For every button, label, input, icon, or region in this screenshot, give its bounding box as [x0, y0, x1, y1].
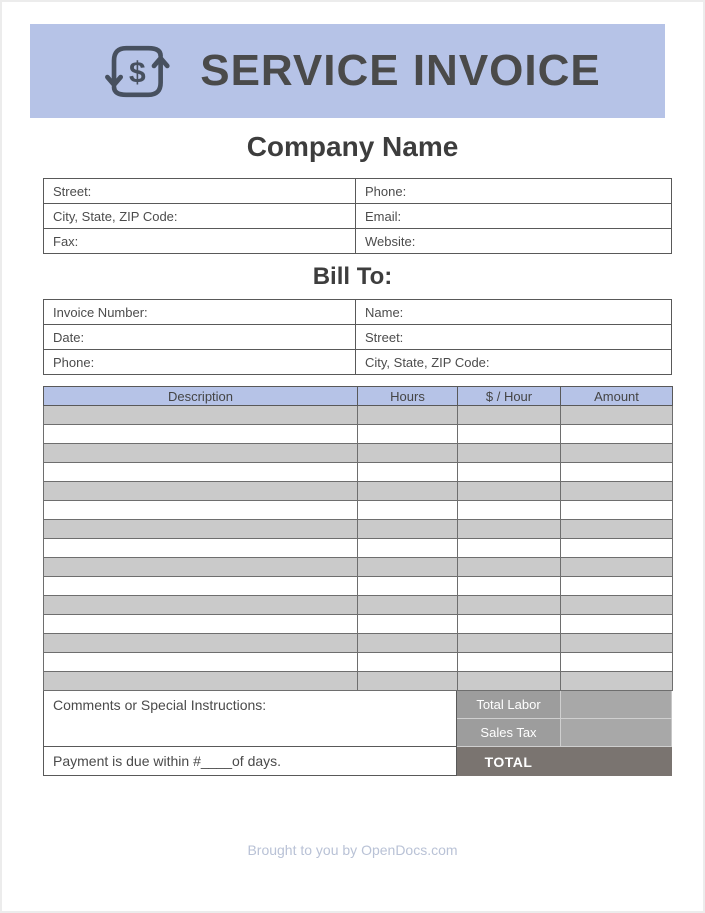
item-cell: [561, 444, 673, 463]
item-cell: [358, 463, 458, 482]
item-row: [44, 425, 673, 444]
item-cell: [561, 539, 673, 558]
item-row: [44, 596, 673, 615]
item-row: [44, 539, 673, 558]
item-cell: [358, 653, 458, 672]
field-bill-street: Street:: [356, 325, 672, 350]
item-row: [44, 577, 673, 596]
field-date: Date:: [44, 325, 356, 350]
footer-credit: Brought to you by OpenDocs.com: [247, 842, 458, 858]
item-cell: [44, 615, 358, 634]
field-fax: Fax:: [44, 229, 356, 254]
item-cell: [44, 539, 358, 558]
item-cell: [458, 634, 561, 653]
item-cell: [44, 463, 358, 482]
item-cell: [358, 672, 458, 691]
item-cell: [458, 425, 561, 444]
item-row: [44, 634, 673, 653]
item-cell: [44, 501, 358, 520]
total-labor-value-cell: [560, 691, 672, 718]
item-cell: [458, 444, 561, 463]
bill-to-row: [44, 325, 672, 350]
item-cell: [458, 482, 561, 501]
bill-to-row: [44, 350, 672, 375]
item-row: [44, 558, 673, 577]
bill-to-row: [44, 300, 672, 325]
items-header-row: [44, 387, 673, 406]
header-banner: [30, 24, 665, 118]
item-cell: [358, 558, 458, 577]
col-header-hours: Hours: [358, 387, 458, 406]
item-cell: [44, 634, 358, 653]
svg-text:$: $: [129, 56, 146, 90]
item-cell: [561, 672, 673, 691]
field-email: Email:: [356, 204, 672, 229]
invoice-title: SERVICE INVOICE: [200, 46, 601, 95]
item-cell: [561, 596, 673, 615]
item-cell: [358, 634, 458, 653]
summary-section: [43, 691, 672, 776]
item-cell: [358, 520, 458, 539]
item-cell: [358, 539, 458, 558]
bill-to-table: [43, 299, 672, 375]
total-labor-label: Total Labor: [457, 691, 560, 718]
item-cell: [44, 520, 358, 539]
field-invoice-number: Invoice Number:: [44, 300, 356, 325]
summary-right-column: [457, 691, 672, 776]
item-cell: [358, 596, 458, 615]
item-cell: [561, 425, 673, 444]
item-cell: [44, 444, 358, 463]
item-cell: [458, 558, 561, 577]
item-cell: [458, 577, 561, 596]
item-cell: [561, 577, 673, 596]
field-bill-city-state-zip: City, State, ZIP Code:: [356, 350, 672, 375]
item-cell: [458, 596, 561, 615]
item-row: [44, 482, 673, 501]
item-cell: [561, 501, 673, 520]
item-row: [44, 672, 673, 691]
item-cell: [44, 653, 358, 672]
total-row: [457, 747, 672, 776]
item-row: [44, 501, 673, 520]
field-name: Name:: [356, 300, 672, 325]
item-row: [44, 653, 673, 672]
item-row: [44, 406, 673, 425]
item-cell: [561, 615, 673, 634]
items-table-body: [44, 406, 673, 691]
item-cell: [358, 406, 458, 425]
field-bill-phone: Phone:: [44, 350, 356, 375]
item-cell: [561, 482, 673, 501]
item-cell: [44, 558, 358, 577]
bill-to-heading: Bill To:: [312, 263, 393, 290]
item-cell: [44, 672, 358, 691]
sales-tax-value-cell: [560, 719, 672, 746]
sales-tax-row: [457, 719, 672, 747]
item-cell: [458, 615, 561, 634]
item-cell: [458, 539, 561, 558]
company-info-row: [44, 229, 672, 254]
col-header-amount: Amount: [561, 387, 673, 406]
field-street: Street:: [44, 179, 356, 204]
item-cell: [44, 406, 358, 425]
item-row: [44, 615, 673, 634]
field-website: Website:: [356, 229, 672, 254]
item-cell: [561, 558, 673, 577]
item-cell: [44, 577, 358, 596]
col-header-rate: $ / Hour: [458, 387, 561, 406]
item-cell: [358, 615, 458, 634]
item-row: [44, 444, 673, 463]
sales-tax-label: Sales Tax: [457, 719, 560, 746]
item-cell: [458, 653, 561, 672]
item-cell: [358, 444, 458, 463]
item-cell: [458, 406, 561, 425]
item-row: [44, 520, 673, 539]
item-cell: [561, 634, 673, 653]
item-cell: [561, 520, 673, 539]
item-cell: [458, 672, 561, 691]
item-cell: [44, 425, 358, 444]
item-cell: [44, 596, 358, 615]
col-header-description: Description: [44, 387, 358, 406]
item-cell: [358, 482, 458, 501]
items-table: [43, 386, 673, 691]
item-cell: [44, 482, 358, 501]
company-info-table: [43, 178, 672, 254]
item-row: [44, 463, 673, 482]
field-city-state-zip: City, State, ZIP Code:: [44, 204, 356, 229]
item-cell: [358, 501, 458, 520]
field-phone: Phone:: [356, 179, 672, 204]
payment-terms-cell: Payment is due within #____of days.: [43, 747, 457, 776]
total-label: TOTAL: [484, 753, 533, 770]
money-exchange-icon: [94, 36, 174, 107]
item-cell: [561, 406, 673, 425]
item-cell: [458, 520, 561, 539]
item-cell: [458, 463, 561, 482]
item-cell: [358, 577, 458, 596]
company-info-row: [44, 179, 672, 204]
summary-left-column: [43, 691, 457, 776]
total-labor-row: [457, 691, 672, 719]
company-name-heading: Company Name: [246, 131, 459, 162]
item-cell: [561, 653, 673, 672]
item-cell: [561, 463, 673, 482]
company-info-row: [44, 204, 672, 229]
item-cell: [458, 501, 561, 520]
item-cell: [358, 425, 458, 444]
comments-cell: Comments or Special Instructions:: [43, 691, 457, 747]
